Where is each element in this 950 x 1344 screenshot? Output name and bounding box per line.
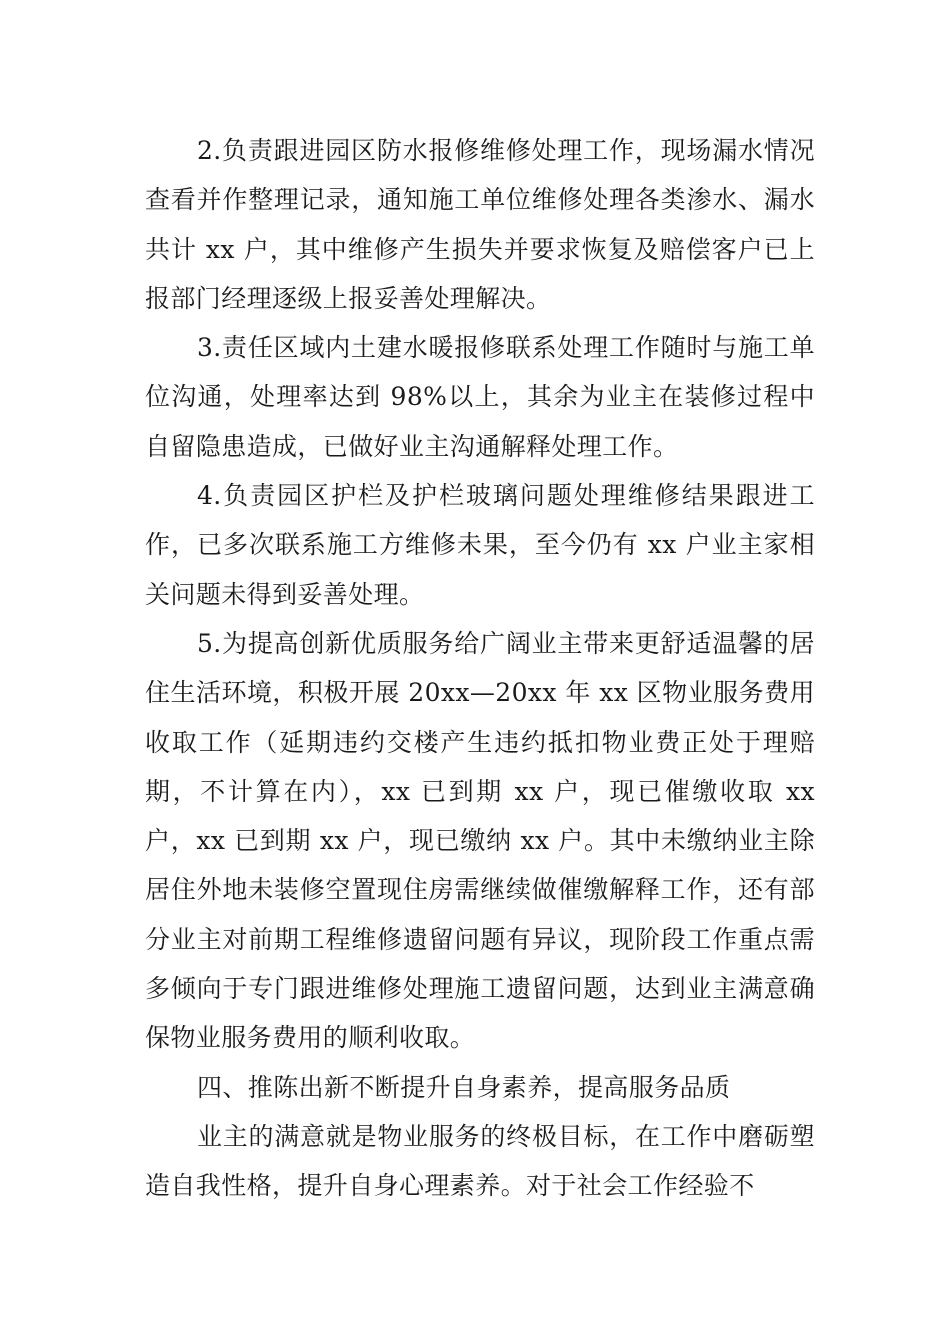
document-body xyxy=(145,126,815,1211)
paragraph-item-4: 4.负责园区护栏及护栏玻璃问题处理维修结果跟进工作，已多次联系施工方维修未果，至今仍有 xx 户业主家相关问题未得到妥善处理。 xyxy=(145,481,815,609)
paragraph-satisfaction: 业主的满意就是物业服务的终极目标，在工作中磨砺塑造自我性格，提升自身心理素养。对于社会工作经验不 xyxy=(145,1121,815,1201)
paragraph-item-5: 5.为提高创新优质服务给广阔业主带来更舒适温馨的居住生活环境，积极开展 20xx—20xx 年 xx 区物业服务费用收取工作（延期违约交楼产生违约抵扣物业费正处于理赔期，不计算在内），xx 已到期 xx 户，现已催缴收取 xx 户，xx 已到期 xx 户，现已缴纳 xx 户。其中未缴纳业主除居住外地未装修空置现住房需继续做催缴解释工作，还有部分业主对前期工程维修遗留问题有异议，现阶段工作重点需多倾向于专门跟进维修处理施工遗留问题，达到业主满意确保物业服务费用的顺利收取。 xyxy=(145,628,815,1053)
paragraph-item-2: 2.负责跟进园区防水报修维修处理工作，现场漏水情况查看并作整理记录，通知施工单位维修处理各类渗水、漏水共计 xx 户，其中维修产生损失并要求恢复及赔偿客户已上报部门经理逐级上报妥善处理解决。 xyxy=(145,136,815,313)
paragraph-item-3: 3.责任区域内土建水暖报修联系处理工作随时与施工单位沟通，处理率达到 98%以上，其余为业主在装修过程中自留隐患造成，已做好业主沟通解释处理工作。 xyxy=(145,333,815,461)
section-heading-4: 四、推陈出新不断提升自身素养，提高服务品质 xyxy=(197,1072,731,1102)
